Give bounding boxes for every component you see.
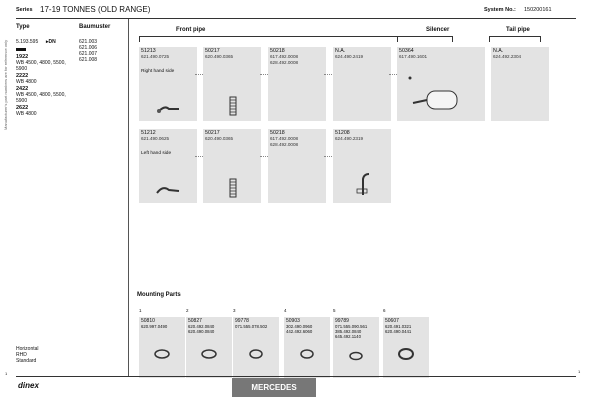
part-number: N.A. bbox=[335, 48, 346, 54]
type-name: 1922 bbox=[16, 54, 29, 60]
oe-number: 620.492.0840 bbox=[188, 324, 215, 329]
part-card[interactable] bbox=[268, 47, 326, 121]
connector bbox=[195, 156, 203, 157]
oe-number: 620.490.0441 bbox=[385, 329, 412, 334]
part-card[interactable] bbox=[203, 129, 261, 203]
mounting-index: 3 bbox=[233, 308, 236, 313]
page-header bbox=[16, 5, 576, 17]
clamp-image bbox=[186, 317, 232, 378]
page-number-right: 1 bbox=[578, 369, 581, 374]
part-card[interactable] bbox=[491, 47, 549, 121]
mounting-index: 1 bbox=[139, 308, 142, 313]
part-number: 50217 bbox=[205, 130, 220, 136]
silencer-rule bbox=[397, 36, 452, 37]
section-tick bbox=[397, 36, 398, 42]
oe-number: 624.490.2319 bbox=[335, 136, 364, 142]
mounting-index: 5 bbox=[333, 308, 336, 313]
footer-rule bbox=[16, 376, 576, 377]
connector bbox=[389, 74, 397, 75]
part-number: 50218 bbox=[270, 130, 285, 136]
connector bbox=[260, 156, 268, 157]
oe-number: 624.492.2304 bbox=[493, 54, 522, 60]
mounting-index: 4 bbox=[284, 308, 287, 313]
tail-pipe-rule bbox=[489, 36, 541, 37]
mounting-part-card[interactable] bbox=[284, 308, 330, 378]
mounting-part-card[interactable] bbox=[383, 308, 429, 378]
part-number: 50903 bbox=[286, 318, 300, 324]
oe-number: 628.492.0008 bbox=[270, 141, 299, 147]
type-name: 2222 bbox=[16, 73, 29, 79]
part-card[interactable] bbox=[333, 129, 391, 203]
section-tick bbox=[139, 36, 140, 42]
type-name: 2422 bbox=[16, 86, 29, 92]
type-wheelbase: WB 4800 bbox=[16, 111, 37, 117]
part-number: 51213 bbox=[141, 48, 156, 54]
part-number: N.A. bbox=[493, 48, 504, 54]
oe-number: 620.490.0365 bbox=[205, 54, 234, 60]
part-number: 99778 bbox=[235, 318, 249, 324]
part-card[interactable] bbox=[203, 47, 261, 121]
truck-icon bbox=[16, 48, 26, 51]
part-card[interactable] bbox=[268, 129, 326, 203]
part-number: 50364 bbox=[399, 48, 414, 54]
baumuster-code: 621.003 bbox=[79, 39, 98, 45]
part-number: 50218 bbox=[270, 48, 285, 54]
clamp-image bbox=[233, 317, 279, 378]
section-tick bbox=[452, 36, 453, 42]
connector bbox=[260, 74, 268, 75]
type-name: 5.193.595 bbox=[16, 39, 39, 45]
part-card[interactable] bbox=[139, 129, 197, 203]
mounting-part-card[interactable] bbox=[139, 308, 185, 378]
baumuster-code: 621.007 bbox=[79, 51, 98, 57]
mounting-part-card[interactable] bbox=[186, 308, 232, 378]
silencer-heading: Silencer bbox=[426, 27, 450, 33]
type-wheelbase: WB 4800 bbox=[16, 79, 37, 85]
oe-number: 620.491.0321 bbox=[385, 324, 412, 329]
side-note-label: Right hand side bbox=[141, 69, 175, 74]
oe-number: 385.492.0840 bbox=[335, 329, 362, 334]
part-number: 50607 bbox=[385, 318, 399, 324]
series-label: Series bbox=[16, 7, 33, 13]
front-pipe-image bbox=[139, 47, 197, 121]
oe-number: 617.492.0008 bbox=[270, 54, 299, 60]
mount-orientation: Horizontal bbox=[16, 346, 39, 352]
connector bbox=[324, 74, 332, 75]
side-note: Manufacturer's part numbers are for reference only bbox=[3, 39, 8, 130]
oe-number: 624.490.2419 bbox=[335, 54, 364, 60]
silencer-card[interactable] bbox=[397, 47, 485, 121]
oe-number: 621.490.0625 bbox=[141, 136, 170, 142]
pipe-bend-image bbox=[333, 129, 391, 203]
baumuster-code: 621.006 bbox=[79, 45, 98, 51]
column-divider bbox=[128, 19, 129, 377]
mounting-part-card[interactable] bbox=[333, 308, 379, 378]
part-number: 50217 bbox=[205, 48, 220, 54]
mount-info bbox=[16, 346, 39, 364]
connector bbox=[324, 156, 332, 157]
brand-banner: MERCEDES bbox=[232, 378, 316, 397]
oe-number: 620.490.0840 bbox=[188, 329, 215, 334]
engine-icon: ▸DN bbox=[46, 39, 56, 45]
front-pipe-image bbox=[139, 129, 197, 203]
oe-number: 620.490.0365 bbox=[205, 136, 234, 142]
mount-variant: Standard bbox=[16, 358, 37, 364]
oe-number: 621.490.0725 bbox=[141, 54, 170, 60]
silencer-image bbox=[397, 47, 485, 121]
section-tick bbox=[489, 36, 490, 42]
section-tick bbox=[540, 36, 541, 42]
oe-number: 071.555.078.502 bbox=[235, 324, 268, 329]
part-number: 51212 bbox=[141, 130, 156, 136]
flex-pipe-image bbox=[203, 47, 261, 121]
part-number: 99789 bbox=[335, 318, 349, 324]
oe-number: 645.492.1140 bbox=[335, 334, 361, 339]
gasket-image bbox=[383, 317, 429, 378]
clamp-image bbox=[333, 317, 379, 378]
mounting-part-card[interactable] bbox=[233, 308, 279, 378]
oe-number: 617.490.1601 bbox=[399, 54, 428, 60]
dinex-logo: dinex bbox=[18, 381, 39, 390]
baumuster-label: Baumuster bbox=[79, 24, 111, 30]
system-number-value: 150200161 bbox=[524, 7, 552, 13]
side-note-label: Left hand side bbox=[141, 151, 172, 156]
oe-number: 617.492.0008 bbox=[270, 136, 299, 142]
mounting-index: 2 bbox=[186, 308, 189, 313]
oe-number: 628.492.0008 bbox=[270, 59, 299, 65]
part-card[interactable] bbox=[333, 47, 391, 121]
mount-drive: RHD bbox=[16, 352, 27, 358]
type-wheelbase: WB 4500, 4800, 5500, 5900 bbox=[16, 92, 66, 104]
clamp-image bbox=[284, 317, 330, 378]
part-number: 51208 bbox=[335, 130, 350, 136]
type-name: 2622 bbox=[16, 105, 29, 111]
baumuster-code: 621.008 bbox=[79, 57, 98, 63]
tail-pipe-heading: Tail pipe bbox=[506, 27, 530, 33]
mounting-index: 6 bbox=[383, 308, 386, 313]
part-number: 50810 bbox=[141, 318, 155, 324]
series-name: 17-19 TONNES (OLD RANGE) bbox=[40, 5, 151, 14]
clamp-image bbox=[139, 317, 185, 378]
flex-pipe-image bbox=[203, 129, 261, 203]
part-card[interactable] bbox=[139, 47, 197, 121]
oe-number: 442.492.6060 bbox=[286, 329, 313, 334]
oe-number: 620.997.0490 bbox=[141, 324, 168, 329]
oe-number: 071.555.090.561 bbox=[335, 324, 368, 329]
header-rule bbox=[16, 18, 576, 19]
type-label: Type bbox=[16, 24, 30, 30]
front-pipe-heading: Front pipe bbox=[176, 27, 206, 33]
system-number-label: System No.: bbox=[484, 7, 516, 13]
page-number-left: 1 bbox=[5, 371, 8, 376]
part-number: 50827 bbox=[188, 318, 202, 324]
type-wheelbase: WB 4500, 4800, 5500, 5900 bbox=[16, 60, 66, 72]
mounting-parts-heading: Mounting Parts bbox=[137, 292, 181, 298]
oe-number: 302.490.0960 bbox=[286, 324, 313, 329]
connector bbox=[195, 74, 203, 75]
